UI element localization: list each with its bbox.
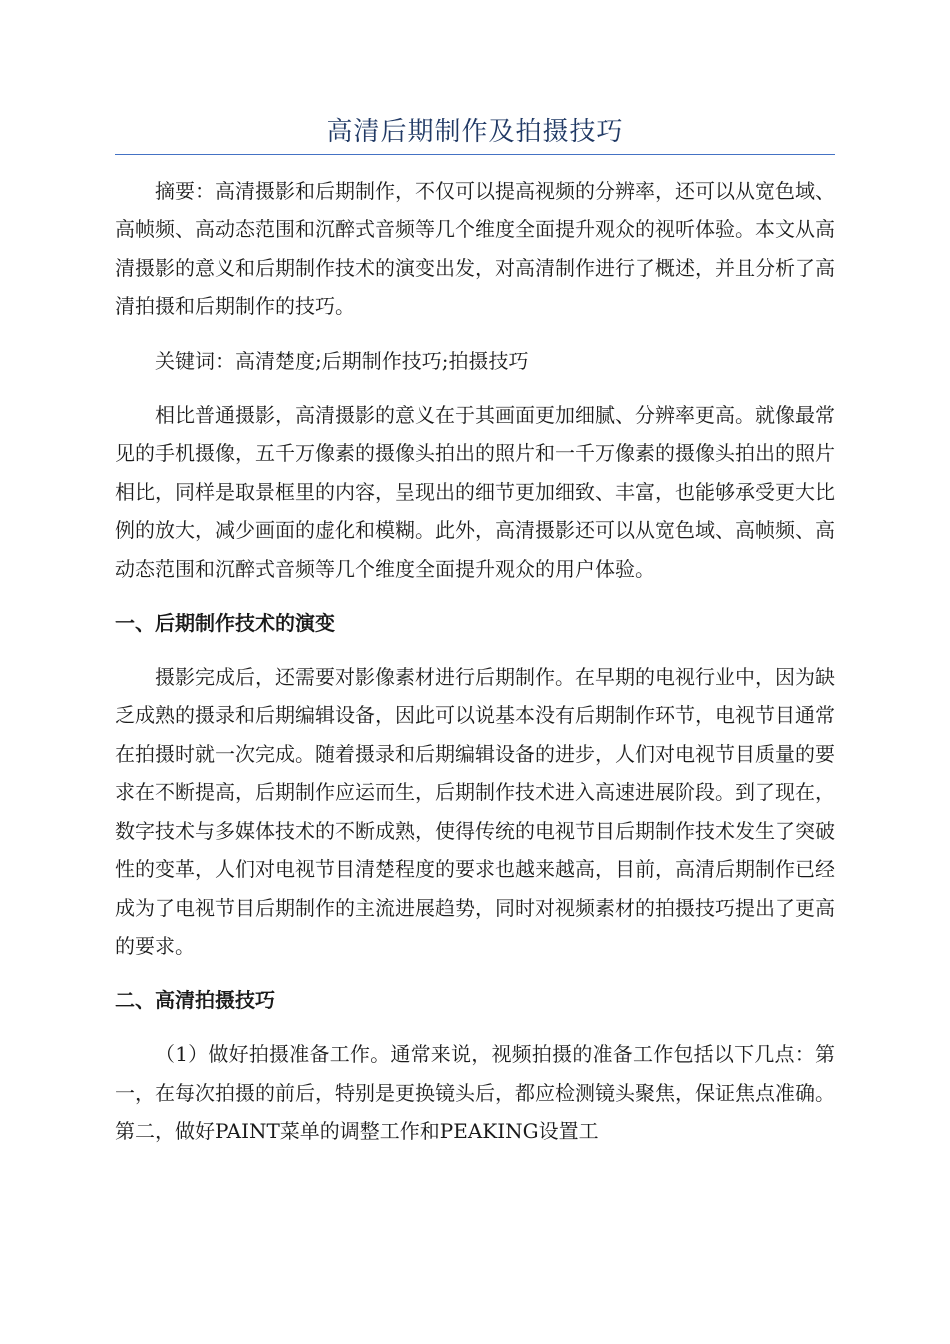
- document-body: [115, 172, 835, 1167]
- section-1-heading: 一、后期制作技术的演变: [115, 611, 335, 636]
- document-title: 高清后期制作及拍摄技巧: [326, 117, 624, 147]
- section-1-paragraph: 摄影完成后，还需要对影像素材进行后期制作。在早期的电视行业中，因为缺乏成熟的摄录和后期编辑设备，因此可以说基本没有后期制作环节，电视节目通常在拍摄时就一次完成。随着摄录和后期编辑设备的进步，人们对电视节目质量的要求在不断提高，后期制作应运而生，后期制作技术进入高速进展阶段。到了现在，数字技术与多媒体技术的不断成熟，使得传统的电视节目后期制作技术发生了突破性的变革，人们对电视节目清楚程度的要求也越来越高，目前，高清后期制作已经成为了电视节目后期制作的主流进展趋势，同时对视频素材的拍摄技巧提出了更高的要求。: [115, 665, 835, 958]
- section-2-heading: 二、高清拍摄技巧: [115, 988, 275, 1013]
- title-underline: [115, 154, 835, 155]
- intro-paragraph: 相比普通摄影，高清摄影的意义在于其画面更加细腻、分辨率更高。就像最常见的手机摄像，五千万像素的摄像头拍出的照片和一千万像素的摄像头拍出的照片相比，同样是取景框里的内容，呈现出的细节更加细致、丰富，也能够承受更大比例的放大，减少画面的虚化和模糊。此外，高清摄影还可以从宽色域、高帧频、高动态范围和沉醉式音频等几个维度全面提升观众的用户体验。: [115, 403, 835, 581]
- keywords-paragraph: 关键词：高清楚度;后期制作技巧;拍摄技巧: [155, 348, 529, 373]
- section-2-paragraph: （1）做好拍摄准备工作。通常来说，视频拍摄的准备工作包括以下几点：第一，在每次拍摄的前后，特别是更换镜头后，都应检测镜头聚焦，保证焦点准确。第二，做好PAINT菜单的调整工作和PEAKING设置工: [115, 1042, 835, 1144]
- abstract-paragraph: 摘要：高清摄影和后期制作，不仅可以提高视频的分辨率，还可以从宽色域、高帧频、高动态范围和沉醉式音频等几个维度全面提升观众的视听体验。本文从高清摄影的意义和后期制作技术的演变出发，对高清制作进行了概述，并且分析了高清拍摄和后期制作的技巧。: [115, 179, 835, 319]
